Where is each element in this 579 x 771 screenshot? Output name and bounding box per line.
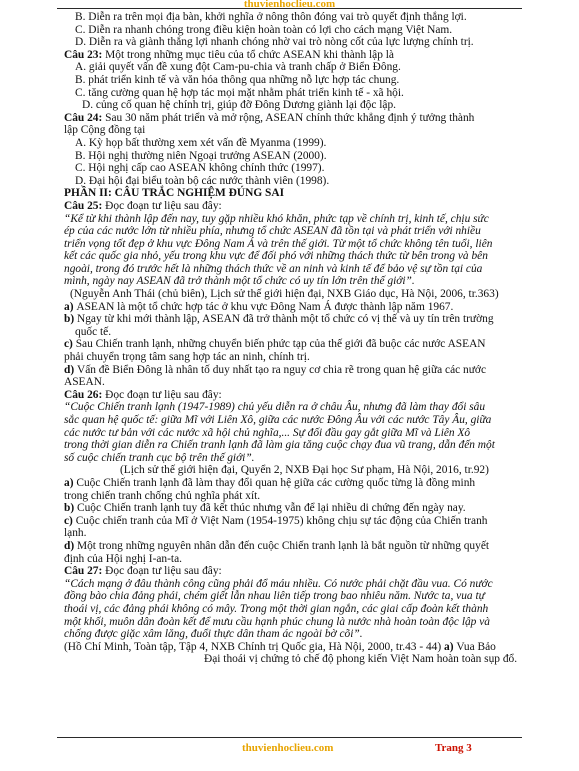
top-border-line xyxy=(57,8,522,9)
option-d-prev: D. Diễn ra và giành thắng lợi nhanh chóng nhờ vai trò nòng cốt của lực lượng chính trị. xyxy=(75,36,474,49)
page-content xyxy=(64,11,520,666)
footer-site-name: thuvienhoclieu.com xyxy=(242,742,334,754)
statement-text: Một trong những nguyên nhân dẫn đến cuộc Chiến tranh lạnh là bắt nguồn từ những quyết xyxy=(76,539,490,552)
question-26-intro: Đọc đoạn tư liệu sau đây: xyxy=(102,388,222,401)
question-24-label: Câu 24: xyxy=(64,111,103,124)
question-27 xyxy=(64,565,520,578)
statement-letter: b) xyxy=(64,502,77,515)
q23-option-a: A. giải quyết vấn đề xung đột Cam-pu-chia và tranh chấp ở Biển Đông. xyxy=(75,61,401,74)
q26-statement-d-cont: định của Hội nghị I-an-ta. xyxy=(64,552,182,565)
question-26 xyxy=(64,389,520,402)
q24-option-c: C. Hội nghị cấp cao ASEAN không chính thức (1997). xyxy=(75,162,325,175)
question-25 xyxy=(64,200,520,213)
q25-quote-line: mình, ngày nay ASEAN đã trở thành một tổ chức có uy tín lớn trên thế giới”. xyxy=(64,275,415,288)
q26-statement-c-cont: lạnh. xyxy=(64,527,87,540)
statement-letter: a) xyxy=(64,300,77,313)
statement-letter: c) xyxy=(64,514,76,527)
statement-text: Vấn đề Biển Đông là nhân tố duy nhất tạo ra nguy cơ chia rẽ trong quan hệ giữa các nước xyxy=(76,363,486,376)
q27-statement-a-cont: Đại thoái vị chứng tỏ chế độ phong kiến Việt Nam hoàn toàn sụp đổ. xyxy=(204,653,518,666)
q25-statement-b xyxy=(64,313,520,326)
question-25-label: Câu 25: xyxy=(64,199,103,212)
statement-letter: b) xyxy=(64,313,77,326)
question-24-text-cont: lập Cộng đồng tại xyxy=(64,124,146,137)
q27-quote-line: thoái vị, các đảng phái không có mây. Trong một thời gian ngắn, các giai cấp đoàn kết thành xyxy=(64,602,489,615)
bottom-border-line xyxy=(57,737,522,738)
statement-letter: a) xyxy=(64,476,77,489)
q25-quote-line: “Kể từ khi thành lập đến nay, tuy gặp nhiều khó khăn, phức tạp về chính trị, kinh tế, chịu sức xyxy=(64,212,489,225)
header-site-name: thuvienhoclieu.com xyxy=(243,0,336,10)
q24-option-d: D. Đại hội đại biểu toàn bộ các nước thành viên (1998). xyxy=(75,174,330,187)
q25-statement-c xyxy=(64,338,520,351)
statement-text: Ngay từ khi mới thành lập, ASEAN đã trở thành một tổ chức có vị thế và uy tín trên trường xyxy=(76,313,494,326)
q27-citation: (Hồ Chí Minh, Toàn tập, Tập 4, NXB Chính trị Quốc gia, Hà Nội, 2000, tr.43 - 44) xyxy=(64,640,442,653)
option-c-prev: C. Diễn ra nhanh chóng trong điều kiện hoàn toàn có lợi cho cách mạng Việt Nam. xyxy=(75,23,453,36)
q26-statement-c xyxy=(64,515,520,528)
q24-option-b: B. Hội nghị thường niên Ngoại trưởng ASEAN (2000). xyxy=(75,149,327,162)
q26-statement-a xyxy=(64,477,520,490)
statement-text: ASEAN là một tổ chức hợp tác ở khu vực Đông Nam Á được thành lập năm 1967. xyxy=(76,300,454,313)
q25-quote-line: triển vọng tốt đẹp ở khu vực Đông Nam Á và trên thế giới. Từ một tổ chức không tên tuổi, liên xyxy=(64,237,493,250)
question-24-text: Sau 30 năm phát triển và mở rộng, ASEAN chính thức khẳng định ý tưởng thành xyxy=(102,111,475,124)
statement-text: Sau Chiến tranh lạnh, những chuyển biến phức tạp của thế giới đã buộc các nước ASEAN xyxy=(75,338,486,351)
statement-letter: c) xyxy=(64,338,76,351)
statement-text: Cuộc Chiến tranh lạnh đã làm thay đổi quan hệ giữa các cường quốc từng là đồng minh xyxy=(76,476,476,489)
q26-statement-d xyxy=(64,540,520,553)
statement-text: Cuộc chiến tranh của Mĩ ở Việt Nam (1954-1975) không chịu sự tác động của Chiến tranh xyxy=(75,514,488,527)
q26-statement-b xyxy=(64,502,520,515)
q26-quote-line: các nước tư bản với các nước xã hội chủ nghĩa,... Sự đối đầu gay gắt giữa Mĩ và Liên Xô xyxy=(64,426,471,439)
q25-quote-line: kết các quốc gia nhỏ, yếu trong khu vực để đối phó với những thách thức từ bên trong và bên xyxy=(64,250,488,263)
statement-letter: a) xyxy=(444,640,457,653)
question-24 xyxy=(64,112,520,125)
part-2-heading: PHẦN II: CÂU TRẮC NGHIỆM ĐÚNG SAI xyxy=(64,187,285,200)
statement-letter: d) xyxy=(64,363,77,376)
question-27-intro: Đọc đoạn tư liệu sau đây: xyxy=(102,565,222,578)
q26-citation: (Lịch sử thế giới hiện đại, Quyển 2, NXB Đại học Sư phạm, Hà Nội, 2016, tr.92) xyxy=(120,464,489,477)
q27-quote-line: “Cách mạng ở đâu thành công cũng phải đổ máu nhiều. Có nước phải chặt đầu vua. Có nước xyxy=(64,577,493,590)
q23-option-b: B. phát triển kinh tế và văn hóa thông qua những nỗ lực hợp tác chung. xyxy=(75,73,400,86)
q25-statement-b-cont: quốc tế. xyxy=(75,325,112,338)
q25-quote-line: ngoài, trong đó trước hết là những thách thức về an ninh và kinh tế để bảo vệ sự tồn tại của xyxy=(64,262,483,275)
statement-text: Vua Bảo xyxy=(456,640,496,653)
question-27-label: Câu 27: xyxy=(64,565,103,578)
q26-quote-line: “Cuộc Chiến tranh lạnh (1947-1989) chủ yếu diễn ra ở châu Âu, nhưng đã làm thay đổi sâu xyxy=(64,401,486,414)
q25-statement-d xyxy=(64,364,520,377)
question-23 xyxy=(64,49,520,62)
question-23-label: Câu 23: xyxy=(64,48,103,61)
q23-option-d: D. củng cố quan hệ chính trị, giúp đỡ Đông Dương giành lại độc lập. xyxy=(82,99,396,112)
q26-quote-line: sắc quan hệ quốc tế: giữa Mĩ với Liên Xô, giữa các nước Đông Âu với các nước Tây Âu, giữa xyxy=(64,414,492,426)
question-25-intro: Đọc đoạn tư liệu sau đây: xyxy=(102,199,222,212)
question-23-text: Một trong những mục tiêu của tổ chức ASEAN khi thành lập là xyxy=(102,48,394,61)
q27-quote-line: một khối, muôn dân đoàn kết để mưu cầu hạnh phúc chung là nước nhà hoàn toàn độc lập và xyxy=(64,615,490,628)
q27-quote-line: chống được giặc xâm lăng, đuổi thực dân tham ác ngoài bờ cõi”. xyxy=(64,628,363,641)
q25-statement-a xyxy=(64,301,520,314)
q24-option-a: A. Kỳ họp bất thường xem xét vấn đề Myanma (1999). xyxy=(75,136,327,149)
q25-statement-d-cont: ASEAN. xyxy=(64,376,105,389)
q23-option-c: C. tăng cường quan hệ hợp tác mọi mặt nhằm phát triển kinh tế - xã hội. xyxy=(75,86,404,99)
question-26-label: Câu 26: xyxy=(64,388,103,401)
q27-quote-line: đồng bào chia đảng phái, chém giết lẫn nhau liên tiếp trong bao nhiêu năm. Nước ta, vua tự xyxy=(64,590,485,603)
q25-quote-line: ép của các nước lớn từ nhiều phía, nhưng tổ chức ASEAN đã tồn tại và phát triển với nhiều xyxy=(64,225,481,238)
page-number: Trang 3 xyxy=(435,742,472,754)
q25-statement-c-cont: phải chuyển trọng tâm sang hợp tác an ninh, chính trị. xyxy=(64,351,310,364)
q26-quote-line: trong thời gian diễn ra Chiến tranh lạnh đã làm gia tăng cuộc chạy đua vũ trang, dẫn đến một xyxy=(64,439,495,452)
statement-letter: d) xyxy=(64,539,77,552)
option-b-prev: B. Diễn ra trên mọi địa bàn, khởi nghĩa ở nông thôn đóng vai trò quyết định thắng lợi. xyxy=(75,11,467,23)
q26-quote-line: số cuộc chiến tranh cục bộ trên thế giới”. xyxy=(64,451,255,464)
q27-citation-and-statement-a xyxy=(64,641,520,654)
statement-text: Cuộc Chiến tranh lạnh tuy đã kết thúc nhưng vẫn để lại nhiều di chứng đến ngày nay. xyxy=(76,502,466,515)
q26-statement-a-cont: trong chiến tranh chống chủ nghĩa phát xít. xyxy=(64,489,261,502)
q25-citation: (Nguyễn Anh Thái (chủ biên), Lịch sử thế giới hiện đại, NXB Giáo dục, Hà Nội, 2006, tr.363) xyxy=(70,288,499,301)
